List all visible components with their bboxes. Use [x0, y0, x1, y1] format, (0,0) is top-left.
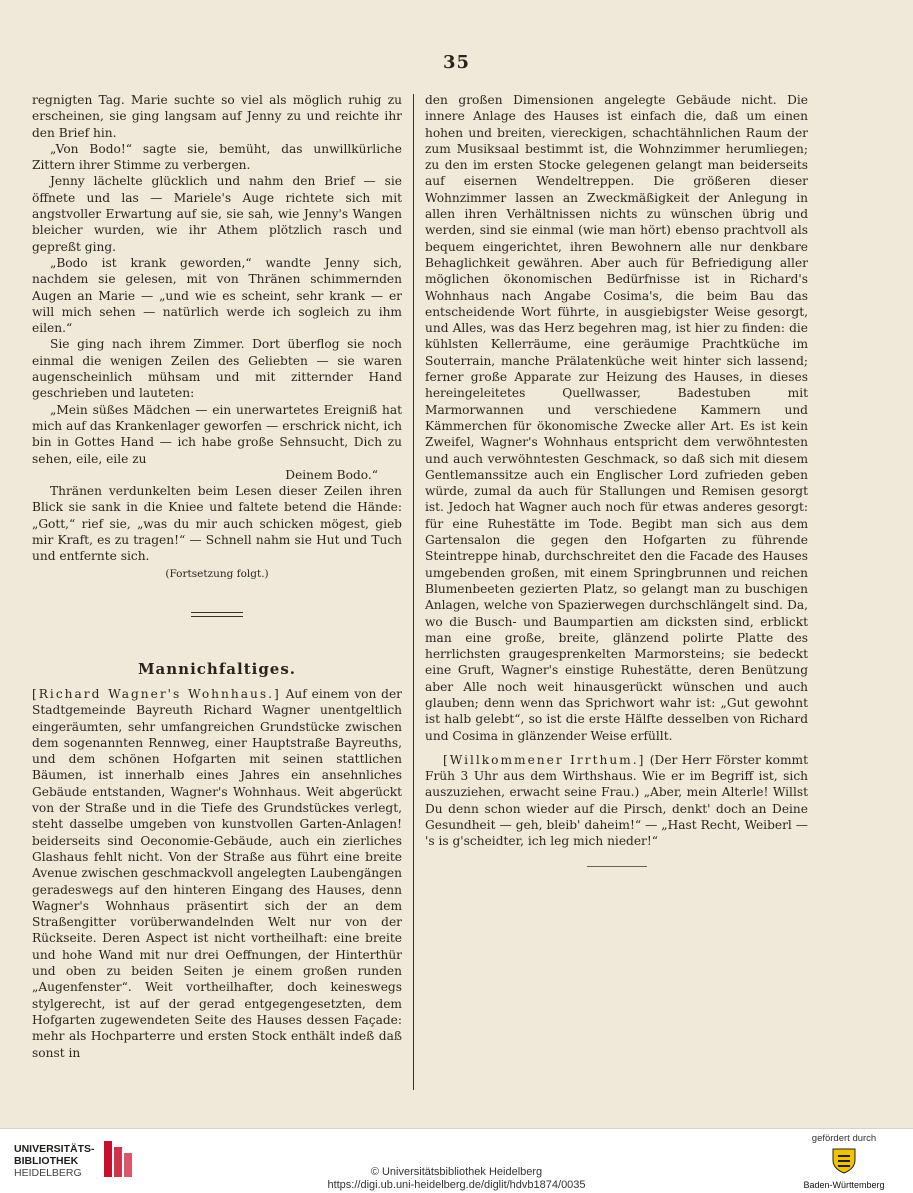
- paragraph: Jenny lächelte glücklich und nahm den Brief — sie öffnete und las — Mariele's Auge richtete sich mit angstvoller Erwartung auf sie, sie sah, wie Jenny's Wangen bleicher wurden, wie ihr Athem plötzlich rasch und gepreßt ging.: [32, 174, 402, 254]
- paragraph: „Von Bodo!“ sagte sie, bemüht, das unwillkürliche Zittern ihrer Stimme zu verbergen.: [32, 141, 402, 173]
- paragraph: „Mein süßes Mädchen — ein unerwartetes Ereigniß hat mich auf das Krankenlager geworfen — erschrick nicht, ich bin in Gottes Hand — ich habe große Sehnsucht, Dich zu sehen, eile, eile zu: [32, 402, 402, 466]
- article-text: den großen Dimensionen angelegte Gebäude nicht. Die innere Anlage des Hauses ist einfach die, daß um einen hohen und breiten, viereckigen, schachtähnlichen Raum der zum Musiksaal bestimmt ist, die Wohnzimmer herumliegen; zu den im ersten Stocke gelegenen gelangt man beiderseits auf eisernen Wendeltreppen. Die größeren dieser Wohnzimmer lassen an Zweckmäßigkeit der Anlegung in allen ihren Verhältnissen nichts zu wünschen übrig und werden, sind sie einmal (wie man hört) ebenso prachtvoll als bequem eingerichtet, ihren Bewohnern alle nur denkbare Behaglichkeit gewähren. Aber auch für Befriedigung aller möglichen ökonomischen Bedürfnisse ist in Richard's Wohnhaus nach Angabe Cosima's, die beim Bau das entscheidende Wort führte, in ausgiebigster Weise gesorgt, und Alles, was das Herz begehren mag, ist hier zu finden: die kühlsten Kellerräume, eine geräumige Prachtküche im Souterrain, manche Prälatenküche weit hinter sich lassend; ferner große Apparate zur Heizung des Hauses, in dieses hereingeleitetes Quellwasser, Badestuben mit Marmorwannen und verschiedene Kammern und Kämmerchen für ökonomische Zwecke aller Art. Es ist kein Zweifel, Wagner's Wohnhaus entspricht dem verwöhntesten und auch verwöhntesten Geschmack, so daß sich mit diesem Gentlemanssitze auch ein Englischer Lord zufrieden geben würde, zumal da auch für Stallungen und Remisen gesorgt ist. Jedoch hat Wagner auch noch für etwas anderes gesorgt: für eine Ruhestätte im Tode. Begibt man sich aus dem Gartensalon die gegen den Hofgarten zu führende Steintreppe hinab, durchschreitet den die Facade des Hauses umgebenden großen, mit einem Springbrunnen und reichen Blumenbeeten gezierten Platz, so gelangt man zu buschigen Anlagen, welche von Spazierwegen durchschlängelt sind. Da, wo die Busch- und Baumpartien am dicksten sind, erblickt man eine große, breite, glänzend polirte Platte des herrlichsten graugesprenkelten Marmorsteins; sie bedeckt eine Gruft, Wagner's einstige Ruhestätte, deren Benützung aber Alle noch weit hinausgerückt wünschen und auch glauben; denn wenn das Sprichwort wahr ist: „Gut gewohnt ist halb gelebt“, so ist die erste Hälfte desselben von Richard und Cosima in glänzender Weise erfüllt.: [425, 93, 808, 743]
- paragraph: Sie ging nach ihrem Zimmer. Dort überflog sie noch einmal die wenigen Zeilen des Geliebten — sie waren augenscheinlich mühsam und mit zitternder Hand geschrieben und lauteten:: [32, 337, 402, 401]
- library-name: UNIVERSITÄTS- BIBLIOTHEK HEIDELBERG: [14, 1143, 95, 1179]
- funded-by-label: gefördert durch: [811, 1133, 877, 1144]
- article-title: [Richard Wagner's Wohnhaus.]: [32, 687, 281, 701]
- article-title: [Willkommener Irrthum.]: [443, 752, 646, 767]
- left-column: [32, 92, 402, 582]
- funder-name: Baden-Württemberg: [803, 1180, 885, 1190]
- column-divider: [413, 94, 414, 1090]
- letter-signature: Deinem Bodo.“: [285, 467, 378, 482]
- article-willkommener: [425, 752, 808, 850]
- section-heading: Mannichfaltiges.: [137, 660, 297, 678]
- article-text: Auf einem von der Stadtgemeinde Bayreuth Richard Wagner unentgeltlich eingeräumten, sehr umfangreichen Grundstücke zwischen dem sogenannten Rennweg, einer Hauptstraße Bayreuths, und dem schönen Hofgarten mit seinen stattlichen Bäumen, ist innerhalb eines Jahres ein ansehnliches Gebäude entstanden, Wagner's Wohnhaus. Weit abgerückt von der Straße und in die Tiefe des Grundstückes verlegt, steht dasselbe umgeben von kunstvollen Garten-Anlagen! beiderseits sind Oeconomie-Gebäude, auch ein zierliches Glashaus fehlt nicht. Von der Straße aus führt eine breite Avenue zwischen geschmackvoll angelegten Laubengängen geradeswegs auf den hinteren Eingang des Hauses, denn Wagner's Wohnhaus präsentirt sich der an dem Straßengitter vorüberwandelnden Welt nur von der Rückseite. Deren Aspect ist nicht vortheilhaft: eine breite und hohe Wand mit nur drei Oeffnungen, der Hinterthür und oben zu beiden Seiten je einem großen runden „Augenfenster“. Weit vortheilhafter, doch keineswegs stylgerecht, ist auf der gerad entgegengesetzten, dem Hofgarten zugewendeten Seite des Hauses dessen Façade: mehr als Hochparterre und ersten Stock enthält indeß daß sonst in: [32, 687, 402, 1060]
- copyright-block: [0, 1166, 913, 1191]
- permalink[interactable]: https://digi.ub.uni-heidelberg.de/diglit/hdvb1874/0035: [327, 1178, 586, 1191]
- article-text: (Der Herr Förster kommt Früh 3 Uhr aus dem Wirthshaus. Wie er im Begriff ist, sich auszuziehen, erwacht seine Frau.) „Aber, mein Alterle! Willst Du denn schon wieder auf die Pirsch, denkt' doch an Deine Gesundheit — geh, bleib' daheim!“ — „Hast Recht, Weiberl — 's is g'scheidter, ich leg mich nieder!“: [425, 752, 808, 849]
- end-rule: [587, 866, 647, 867]
- funder-block: [789, 1133, 899, 1190]
- right-column: [425, 92, 808, 867]
- coat-of-arms-icon: [829, 1146, 859, 1174]
- page-number: 35: [442, 52, 471, 73]
- paragraph: Thränen verdunkelten beim Lesen dieser Zeilen ihren Blick sie sank in die Kniee und faltete betend die Hände: „Gott,“ rief sie, „was du mir auch schicken mögest, gieb mir Kraft, es zu tragen!“ — Schnell nahm sie Hut und Tuch und entfernte sich.: [32, 484, 402, 564]
- paragraph: „Bodo ist krank geworden,“ wandte Jenny sich, nachdem sie gelesen, mit von Thränen schimmernden Augen an Marie — „und wie es scheint, sehr krank — er will mich sehen — natürlich werde ich sogleich zu ihm eilen.“: [32, 255, 402, 336]
- section-separator: [32, 612, 402, 632]
- copyright-text: © Universitätsbibliothek Heidelberg: [370, 1166, 543, 1178]
- article-wagner-left: [32, 686, 402, 1061]
- continuation-note: (Fortsetzung folgt.): [165, 567, 269, 580]
- paragraph: regnigten Tag. Marie suchte so viel als möglich ruhig zu erscheinen, sie ging langsam auf Jenny zu und reichte ihr den Brief hin.: [32, 93, 402, 140]
